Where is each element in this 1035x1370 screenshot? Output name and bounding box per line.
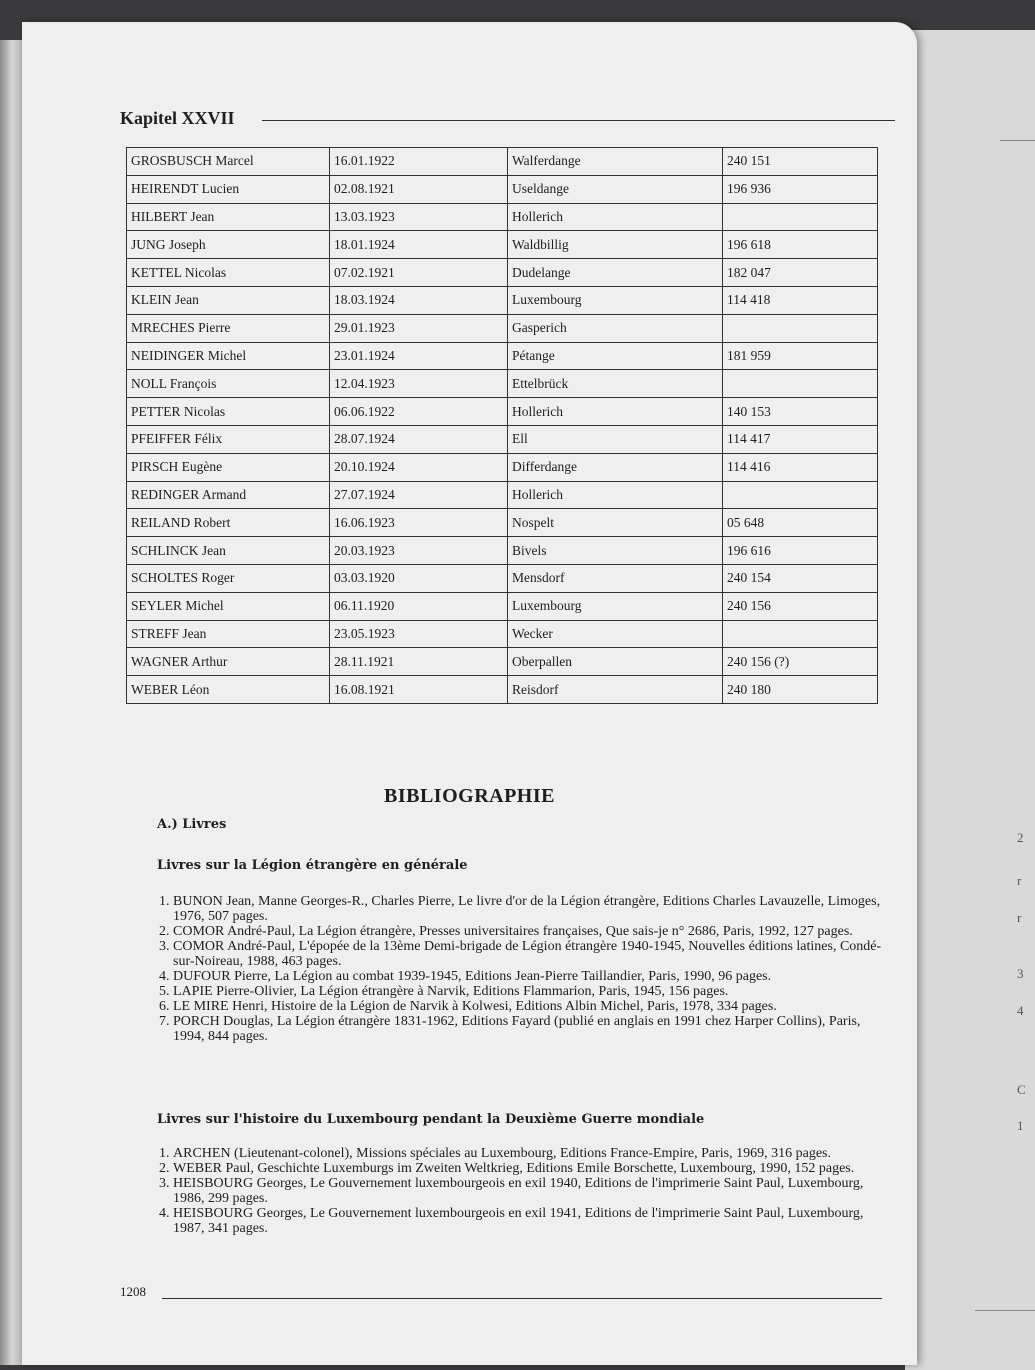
number-cell: 114 417 — [723, 425, 878, 453]
table-row — [127, 370, 878, 398]
birth-date-cell: 16.08.1921 — [330, 676, 508, 704]
name-cell: WAGNER Arthur — [127, 648, 330, 676]
number-cell: 114 416 — [723, 453, 878, 481]
facing-page-fragment: r — [1017, 873, 1022, 888]
facing-page — [905, 30, 1035, 1370]
table-row — [127, 259, 878, 287]
bibliography-subheading: Livres sur la Légion étrangère en générale — [157, 858, 468, 873]
number-cell — [723, 314, 878, 342]
name-cell: HEIRENDT Lucien — [127, 175, 330, 203]
birth-date-cell: 27.07.1924 — [330, 481, 508, 509]
birth-date-cell: 12.04.1923 — [330, 370, 508, 398]
table-row — [127, 425, 878, 453]
birth-date-cell: 20.10.1924 — [330, 453, 508, 481]
birthplace-cell: Differdange — [508, 453, 723, 481]
number-cell: 196 936 — [723, 175, 878, 203]
number-cell: 196 616 — [723, 537, 878, 565]
table-row — [127, 648, 878, 676]
number-cell: 05 648 — [723, 509, 878, 537]
chapter-header — [120, 108, 895, 134]
table-row — [127, 342, 878, 370]
table-row — [127, 564, 878, 592]
birthplace-cell: Ettelbrück — [508, 370, 723, 398]
table-row — [127, 537, 878, 565]
birth-date-cell: 03.03.1920 — [330, 564, 508, 592]
birthplace-cell: Gasperich — [508, 314, 723, 342]
birthplace-cell: Nospelt — [508, 509, 723, 537]
birth-date-cell: 28.07.1924 — [330, 425, 508, 453]
bibliography-entry: 4. HEISBOURG Georges, Le Gouvernement luxembourgeois en exil 1941, Editions de l'imprimerie Saint Paul, Luxembourg, 1987, 341 pages. — [173, 1206, 893, 1236]
bibliography-list — [157, 1146, 893, 1236]
birthplace-cell: Hollerich — [508, 398, 723, 426]
birthplace-cell: Mensdorf — [508, 564, 723, 592]
birth-date-cell: 23.01.1924 — [330, 342, 508, 370]
chapter-title: Kapitel XXVII — [120, 108, 235, 128]
name-cell: KLEIN Jean — [127, 286, 330, 314]
birthplace-cell: Pétange — [508, 342, 723, 370]
bibliography-entry: 2. COMOR André-Paul, La Légion étrangère, Presses universitaires françaises, Que sais-je n° 2686, Paris, 1992, 127 pages. — [173, 924, 893, 939]
bibliography-entry: 4. DUFOUR Pierre, La Légion au combat 1939-1945, Editions Jean-Pierre Taillandier, Paris, 1990, 96 pages. — [173, 969, 893, 984]
birthplace-cell: Luxembourg — [508, 286, 723, 314]
table-row — [127, 314, 878, 342]
birthplace-cell: Hollerich — [508, 203, 723, 231]
birthplace-cell: Useldange — [508, 175, 723, 203]
table-row — [127, 231, 878, 259]
footer-rule — [162, 1298, 882, 1299]
birth-date-cell: 02.08.1921 — [330, 175, 508, 203]
birth-date-cell: 18.03.1924 — [330, 286, 508, 314]
page-number: 1208 — [120, 1284, 146, 1299]
name-cell: GROSBUSCH Marcel — [127, 148, 330, 176]
name-cell: HILBERT Jean — [127, 203, 330, 231]
birth-date-cell: 18.01.1924 — [330, 231, 508, 259]
name-cell: SCHLINCK Jean — [127, 537, 330, 565]
number-cell: 240 180 — [723, 676, 878, 704]
number-cell: 240 156 (?) — [723, 648, 878, 676]
bibliography-entry: 5. LAPIE Pierre-Olivier, La Légion étrangère à Narvik, Editions Flammarion, Paris, 1945, 156 pages. — [173, 984, 893, 999]
number-cell: 240 156 — [723, 592, 878, 620]
table-row — [127, 592, 878, 620]
name-cell: WEBER Léon — [127, 676, 330, 704]
birthplace-cell: Dudelange — [508, 259, 723, 287]
number-cell — [723, 370, 878, 398]
name-cell: NOLL François — [127, 370, 330, 398]
bibliography-entry: 1. BUNON Jean, Manne Georges-R., Charles Pierre, Le livre d'or de la Légion étrangère, Editions Charles Lavauzelle, Limoges, 1976, 507 pages. — [173, 894, 893, 924]
table-row — [127, 203, 878, 231]
book-page — [22, 22, 917, 1365]
birth-date-cell: 29.01.1923 — [330, 314, 508, 342]
table-row — [127, 175, 878, 203]
table-row — [127, 398, 878, 426]
bibliography-entry: 3. HEISBOURG Georges, Le Gouvernement luxembourgeois en exil 1940, Editions de l'imprimerie Saint Paul, Luxembourg, 1986, 299 pages. — [173, 1176, 893, 1206]
number-cell — [723, 481, 878, 509]
birth-date-cell: 20.03.1923 — [330, 537, 508, 565]
birthplace-cell: Waldbillig — [508, 231, 723, 259]
bibliography-title: BIBLIOGRAPHIE — [384, 785, 555, 807]
number-cell: 182 047 — [723, 259, 878, 287]
facing-page-fragment: C — [1017, 1082, 1026, 1097]
birthplace-cell: Oberpallen — [508, 648, 723, 676]
number-cell: 140 153 — [723, 398, 878, 426]
birth-date-cell: 13.03.1923 — [330, 203, 508, 231]
name-cell: PETTER Nicolas — [127, 398, 330, 426]
facing-page-fragment: 4 — [1017, 1003, 1024, 1018]
name-cell: SCHOLTES Roger — [127, 564, 330, 592]
section-a-heading: A.) Livres — [157, 817, 227, 832]
birthplace-cell: Hollerich — [508, 481, 723, 509]
table-row — [127, 676, 878, 704]
facing-page-fragment: 3 — [1017, 966, 1024, 981]
name-cell: PIRSCH Eugène — [127, 453, 330, 481]
bibliography-entry: 3. COMOR André-Paul, L'épopée de la 13ème Demi-brigade de Légion étrangère 1940-1945, Nouvelles éditions latines, Condé-sur-Noireau, 1988, 463 pages. — [173, 939, 893, 969]
number-cell: 240 154 — [723, 564, 878, 592]
name-cell: SEYLER Michel — [127, 592, 330, 620]
table-row — [127, 481, 878, 509]
name-cell: REILAND Robert — [127, 509, 330, 537]
legionnaires-table — [126, 147, 878, 704]
birthplace-cell: Wecker — [508, 620, 723, 648]
birthplace-cell: Reisdorf — [508, 676, 723, 704]
bibliography-entry: 6. LE MIRE Henri, Histoire de la Légion de Narvik à Kolwesi, Editions Albin Michel, Paris, 1978, 334 pages. — [173, 999, 893, 1014]
birth-date-cell: 16.01.1922 — [330, 148, 508, 176]
name-cell: KETTEL Nicolas — [127, 259, 330, 287]
bibliography-entry: 1. ARCHEN (Lieutenant-colonel), Missions spéciales au Luxembourg, Editions France-Empire, Paris, 1969, 316 pages. — [173, 1146, 893, 1161]
bibliography-entry: 2. WEBER Paul, Geschichte Luxemburgs im Zweiten Weltkrieg, Editions Emile Borschette, Luxembourg, 1990, 152 pages. — [173, 1161, 893, 1176]
number-cell: 181 959 — [723, 342, 878, 370]
facing-page-fragment: r — [1017, 910, 1022, 925]
number-cell — [723, 203, 878, 231]
birth-date-cell: 23.05.1923 — [330, 620, 508, 648]
number-cell: 114 418 — [723, 286, 878, 314]
name-cell: JUNG Joseph — [127, 231, 330, 259]
name-cell: REDINGER Armand — [127, 481, 330, 509]
table-row — [127, 509, 878, 537]
bibliography-list — [157, 894, 893, 1044]
facing-page-fragment: 2 — [1017, 830, 1024, 845]
header-rule — [262, 120, 895, 121]
birthplace-cell: Ell — [508, 425, 723, 453]
birth-date-cell: 06.06.1922 — [330, 398, 508, 426]
bibliography-entry: 7. PORCH Douglas, La Légion étrangère 1831-1962, Editions Fayard (publié en anglais en 1991 chez Harper Collins), Paris, 1994, 844 pages. — [173, 1014, 893, 1044]
name-cell: MRECHES Pierre — [127, 314, 330, 342]
birthplace-cell: Bivels — [508, 537, 723, 565]
number-cell — [723, 620, 878, 648]
table-row — [127, 148, 878, 176]
name-cell: STREFF Jean — [127, 620, 330, 648]
table-row — [127, 453, 878, 481]
number-cell: 196 618 — [723, 231, 878, 259]
facing-page-fragment: 1 — [1017, 1118, 1024, 1133]
birthplace-cell: Walferdange — [508, 148, 723, 176]
birth-date-cell: 28.11.1921 — [330, 648, 508, 676]
birth-date-cell: 16.06.1923 — [330, 509, 508, 537]
birth-date-cell: 06.11.1920 — [330, 592, 508, 620]
name-cell: NEIDINGER Michel — [127, 342, 330, 370]
bibliography-subheading: Livres sur l'histoire du Luxembourg pendant la Deuxième Guerre mondiale — [157, 1112, 705, 1127]
table-row — [127, 620, 878, 648]
birth-date-cell: 07.02.1921 — [330, 259, 508, 287]
birthplace-cell: Luxembourg — [508, 592, 723, 620]
number-cell: 240 151 — [723, 148, 878, 176]
table-row — [127, 286, 878, 314]
name-cell: PFEIFFER Félix — [127, 425, 330, 453]
